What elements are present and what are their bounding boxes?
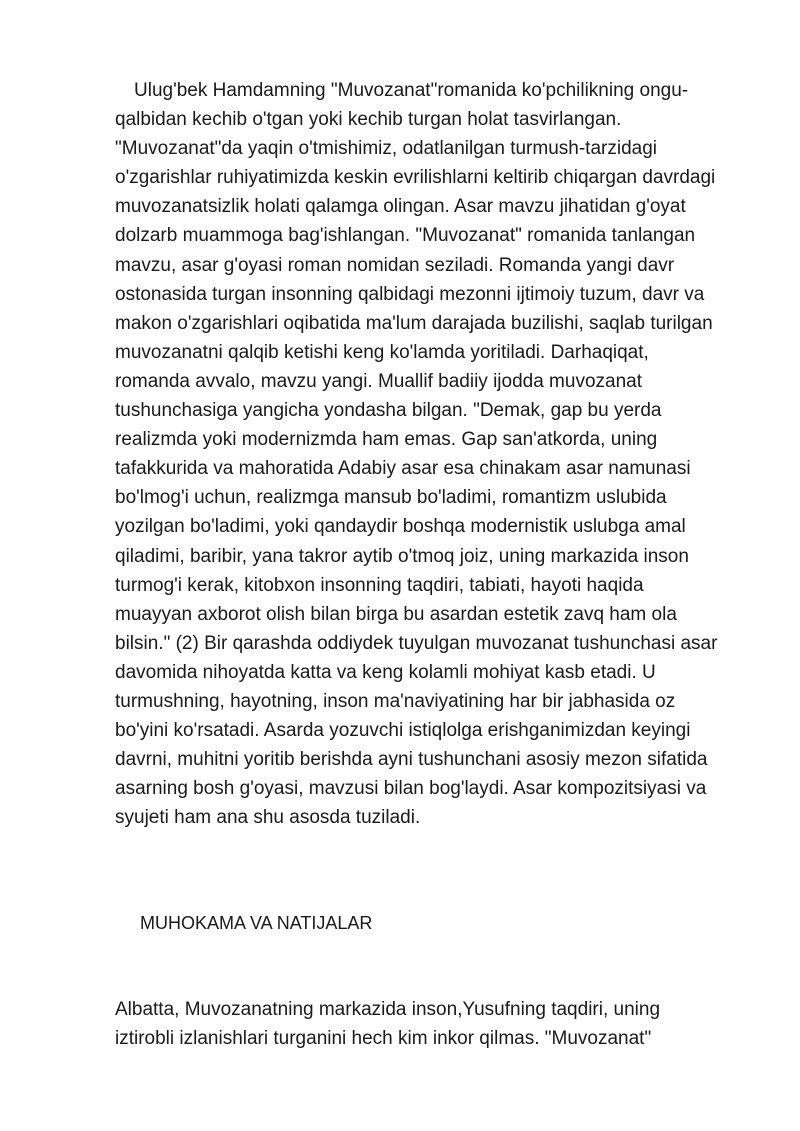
paragraph-line: bo'yini ko'rsatadi. Asarda yozuvchi istiqlolga erishganimizdan keyingi [115, 720, 691, 742]
paragraph-line: ostonasida turgan insonning qalbidagi mezonni ijtimoiy tuzum, davr va [115, 283, 705, 305]
paragraph-line: bilsin." (2) Bir qarashda oddiydek tuyulgan muvozanat tushunchasi asar [115, 632, 718, 654]
paragraph-line: Ulug'bek Hamdamning "Muvozanat"romanida ko'pchilikning ongu- [134, 80, 689, 101]
paragraph-line: syujeti ham ana shu asosda tuziladi. [115, 807, 421, 829]
paragraph-line: turmog'i kerak, kitobxon insonning taqdiri, tabiati, hayoti haqida [115, 574, 644, 596]
paragraph-line: muayyan axborot olish bilan birga bu asardan estetik zavq ham ola [115, 603, 677, 625]
paragraph-line: davrni, muhitni yoritib berishda ayni tushunchani asosiy mezon sifatida [115, 749, 708, 771]
body-paragraph [115, 995, 660, 1053]
paragraph-line: turmushning, hayotning, inson ma'naviyatining har bir jabhasida oz [115, 690, 676, 712]
paragraph-line: qiladimi, baribir, yana takror aytib o'tmoq joiz, uning markazida inson [115, 545, 689, 567]
paragraph-line: bo'lmog'i uchun, realizmga mansub bo'ladimi, romantizm uslubida [115, 487, 667, 509]
paragraph-line: asarning bosh g'oyasi, mavzusi bilan bog'laydi. Asar kompozitsiyasi va [115, 778, 707, 800]
paragraph-line: yozilgan bo'ladimi, yoki qandaydir boshqa modernistik uslubga amal [115, 516, 686, 538]
paragraph-line: muvozanatni qalqib ketishi keng ko'lamda yoritiladi. Darhaqiqat, [115, 341, 649, 363]
paragraph-line: realizmda yoki modernizmda ham emas. Gap san'atkorda, uning [115, 429, 658, 451]
paragraph-line: dolzarb muammoga bag'ishlangan. "Muvozanat" romanida tanlangan [115, 225, 696, 247]
paragraph-line: tushunchasiga yangicha yondasha bilgan. "Demak, gap bu yerda [115, 400, 662, 422]
paragraph-line: tafakkurida va mahoratida Adabiy asar esa chinakam asar namunasi [115, 458, 691, 480]
section-heading: MUHOKAMA VA NATIJALAR [140, 913, 373, 933]
paragraph-line: qalbidan kechib o'tgan yoki kechib turgan holat tasvirlangan. [115, 109, 622, 131]
paragraph-line: iztirobli izlanishlari turganini hech kim inkor qilmas. "Muvozanat" [115, 1028, 652, 1050]
paragraph-line: "Muvozanat"da yaqin o'tmishimiz, odatlanilgan turmush-tarzidagi [115, 138, 657, 160]
paragraph-line: mavzu, asar g'oyasi roman nomidan seziladi. Romanda yangi davr [115, 254, 675, 276]
paragraph-line: muvozanatsizlik holati qalamga olingan. Asar mavzu jihatidan g'oyat [115, 196, 686, 218]
body-paragraph [115, 76, 717, 832]
paragraph-line: o'zgarishlar ruhiyatimizda keskin evrilishlarni keltirib chiqargan davrdagi [115, 167, 716, 189]
paragraph-line: Albatta, Muvozanatning markazida inson,Yusufning taqdiri, uning [115, 999, 661, 1020]
paragraph-line: romanda avvalo, mavzu yangi. Muallif badiiy ijodda muvozanat [115, 370, 642, 392]
paragraph-line: makon o'zgarishlari oqibatida ma'lum darajada buzilishi, saqlab turilgan [115, 312, 713, 334]
paragraph-line: davomida nihoyatda katta va keng kolamli mohiyat kasb etadi. U [115, 661, 656, 683]
